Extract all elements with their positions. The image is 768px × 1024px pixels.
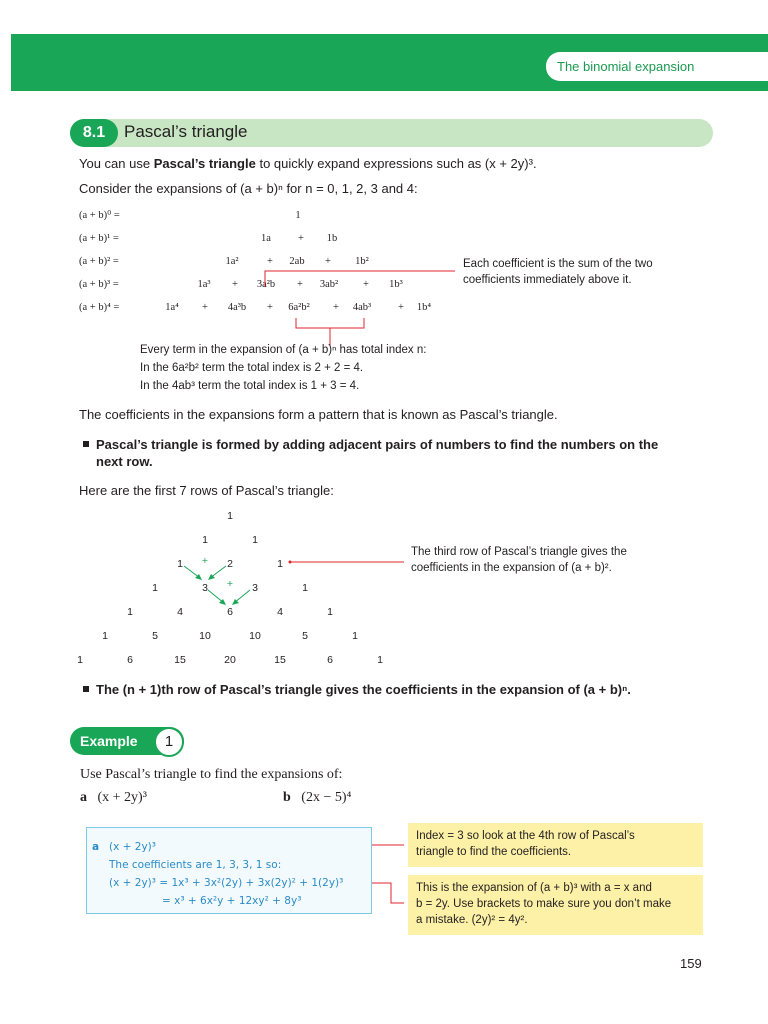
- pascal-entry: 1: [227, 510, 233, 522]
- rows-intro: Here are the first 7 rows of Pascal’s triangle:: [79, 483, 334, 498]
- expansion-term: 1a³: [197, 279, 211, 290]
- coefficient-note: Each coefficient is the sum of the two coefficients immediately above it.: [463, 258, 653, 286]
- expansion-term: 1a⁴: [165, 302, 179, 313]
- plus-sign: +: [363, 279, 369, 290]
- expansion-lhs: (a + b)² =: [79, 256, 119, 267]
- key-point-1: Pascal’s triangle is formed by adding adjacent pairs of numbers to find the numbers on the next row.: [96, 437, 659, 469]
- pascal-entry: 3: [202, 582, 208, 594]
- expansion-lhs: (a + b)⁰ =: [79, 210, 120, 221]
- pattern-text: The coefficients in the expansions form a pattern that is known as Pascal’s triangle.: [79, 407, 558, 422]
- plus-sign: +: [298, 233, 304, 244]
- expansion-term: 1b: [326, 233, 338, 244]
- example-question: Use Pascal’s triangle to find the expansions of:: [80, 767, 343, 782]
- example-number: 1: [154, 727, 184, 757]
- pascal-entry: 1: [77, 654, 83, 666]
- expansion-lhs: (a + b)³ =: [79, 279, 119, 290]
- expansion-term: 1a²: [225, 256, 239, 267]
- expansion-term: 4ab³: [352, 302, 372, 313]
- plus-sign: +: [232, 279, 238, 290]
- pascal-entry: 1: [302, 582, 308, 594]
- plus-sign: +: [325, 256, 331, 267]
- pascal-entry: 1: [327, 606, 333, 618]
- pascal-entry: 1: [377, 654, 383, 666]
- plus-sign: +: [333, 302, 339, 313]
- solution-line-2: The coefficients are 1, 3, 3, 1 so:: [109, 859, 282, 871]
- bullet-square: [83, 686, 89, 692]
- pascal-entry: 1: [352, 630, 358, 642]
- plus-sign: +: [398, 302, 404, 313]
- pascal-entry: 10: [199, 630, 211, 642]
- section-title: Pascal’s triangle: [124, 122, 248, 141]
- pascal-entry: 3: [252, 582, 258, 594]
- key-point-2: The (n + 1)th row of Pascal’s triangle gives the coefficients in the expansion of (a + b)ⁿ.: [96, 682, 631, 697]
- expansion-lhs: (a + b)¹ =: [79, 233, 119, 244]
- pascal-entry: 20: [224, 654, 236, 666]
- expansion-term: 1a: [261, 233, 271, 244]
- pascal-entry: 1: [152, 582, 158, 594]
- expansion-term: 3a²b: [256, 279, 276, 290]
- plus-sign: +: [267, 256, 273, 267]
- pascal-entry: 1: [177, 558, 183, 570]
- solution-label: a: [92, 841, 100, 853]
- pascal-entry: 10: [249, 630, 261, 642]
- expansion-term: 3ab²: [319, 279, 339, 290]
- expansion-lhs: (a + b)⁴ =: [79, 302, 120, 313]
- section-number: 8.1: [70, 119, 118, 147]
- pascal-entry: 6: [227, 606, 233, 618]
- solution-line-3: (x + 2y)³ = 1x³ + 3x²(2y) + 3x(2y)² + 1(2y)³: [109, 877, 344, 889]
- example-label: Example: [80, 733, 138, 749]
- plus-sign: +: [201, 555, 209, 567]
- pascal-note: The third row of Pascal’s triangle gives the coefficients in the expansion of (a + b)².: [411, 546, 627, 574]
- index-bracket: [296, 318, 364, 328]
- page-number: 159: [680, 956, 702, 971]
- pascal-entry: 1: [252, 534, 258, 546]
- example-part-b: b (2x − 5)⁴: [283, 790, 352, 805]
- pascal-entry: 5: [152, 630, 158, 642]
- example-part-a: a (x + 2y)³: [80, 790, 147, 805]
- pascal-entry: 15: [274, 654, 286, 666]
- pascal-entry: 1: [127, 606, 133, 618]
- coef-note-line: [265, 271, 455, 287]
- plus-sign: +: [297, 279, 303, 290]
- pascal-entry: 2: [227, 558, 233, 570]
- intro-line-2: Consider the expansions of (a + b)ⁿ for n = 0, 1, 2, 3 and 4:: [79, 181, 418, 196]
- pascal-entry: 6: [127, 654, 133, 666]
- pascal-entry: 1: [277, 558, 283, 570]
- expansion-term: 1b⁴: [416, 302, 432, 313]
- expansion-term: 4a³b: [227, 302, 247, 313]
- solution-line-4: = x³ + 6x²y + 12xy² + 8y³: [162, 895, 302, 907]
- intro-line-1: You can use Pascal’s triangle to quickly expand expressions such as (x + 2y)³.: [79, 156, 537, 171]
- index-note: Every term in the expansion of (a + b)ⁿ has total index n: In the 6a²b² term the total index is 2 + 2 = 4. In the 4ab³ term the total index is 1 + 3 = 4.: [140, 344, 427, 392]
- expansion-term: 1: [295, 210, 301, 221]
- chapter-tab: The binomial expansion: [546, 52, 768, 81]
- pascal-entry: 4: [177, 606, 183, 618]
- expansion-term: 1b²: [355, 256, 369, 267]
- plus-sign: +: [267, 302, 273, 313]
- pascal-entry: 1: [102, 630, 108, 642]
- expansion-term: 2ab: [289, 256, 305, 267]
- pascal-entry: 1: [202, 534, 208, 546]
- pascal-entry: 4: [277, 606, 283, 618]
- pascal-entry: 5: [302, 630, 308, 642]
- example-note-1: Index = 3 so look at the 4th row of Pascal’s triangle to find the coefficients.: [408, 823, 703, 867]
- pascal-entry: 15: [174, 654, 186, 666]
- expansion-term: 1b³: [389, 279, 403, 290]
- bullet-square: [83, 441, 89, 447]
- plus-sign: +: [226, 578, 234, 590]
- expansion-term: 6a²b²: [288, 302, 310, 313]
- solution-line-1: (x + 2y)³: [109, 841, 156, 853]
- plus-sign: +: [202, 302, 208, 313]
- example-note-2: This is the expansion of (a + b)³ with a = x and b = 2y. Use brackets to make sure you don’t make a mistake. (2y)² = 4y².: [408, 875, 703, 935]
- pascal-entry: 6: [327, 654, 333, 666]
